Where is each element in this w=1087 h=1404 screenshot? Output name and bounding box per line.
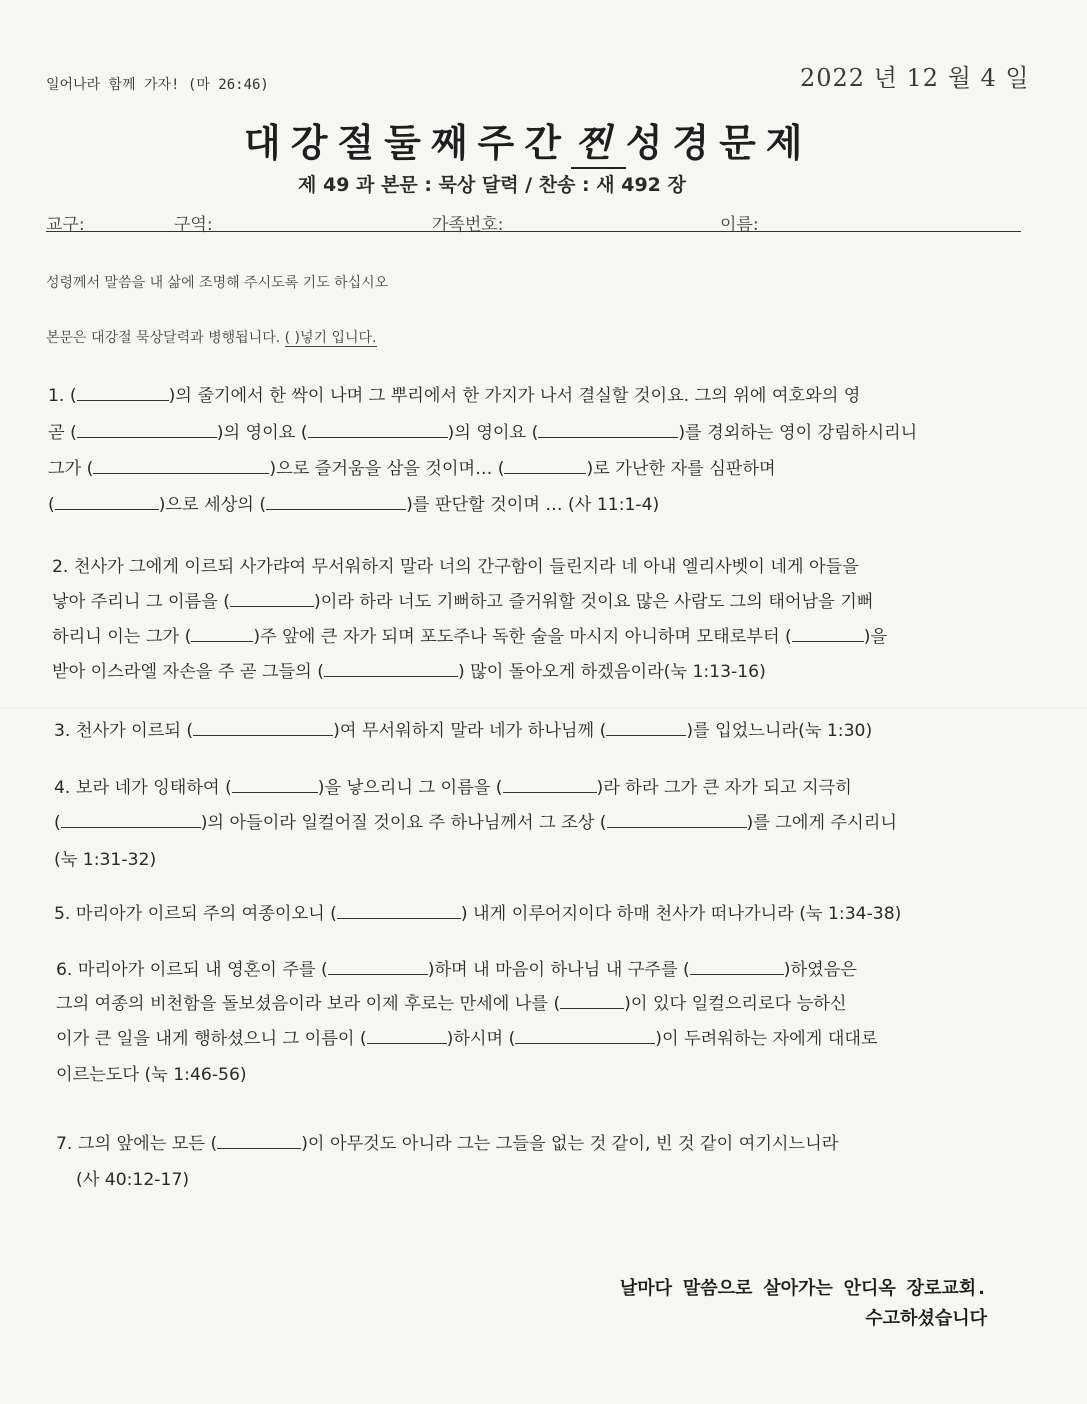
answer-blank[interactable] bbox=[191, 627, 253, 642]
answer-blank[interactable] bbox=[606, 721, 686, 736]
question-text: )하였음은 bbox=[783, 960, 857, 980]
question-text: ) 내게 이루어지이다 하매 천사가 떠나가니라 (눅 1:34-38) bbox=[460, 904, 902, 924]
question-text: )하시며 ( bbox=[446, 1029, 516, 1049]
date-text: 2022 년 12 월 4 일 bbox=[800, 64, 1030, 92]
note-text: 본문은 대강절 묵상달력과 병행됩니다. bbox=[46, 330, 281, 346]
answer-blank[interactable] bbox=[503, 778, 597, 793]
question-text: )이라 하라 너도 기뻐하고 즐거워할 것이요 많은 사람도 그의 태어남을 기뻐 bbox=[314, 592, 874, 612]
answer-blank[interactable] bbox=[337, 904, 461, 919]
question-text: )라 하라 그가 큰 자가 되고 지극히 bbox=[596, 778, 852, 798]
question-text: 4. 보라 네가 잉태하여 ( bbox=[54, 778, 232, 798]
answer-blank[interactable] bbox=[328, 960, 428, 975]
question-2-line-1: 2. 천사가 그에게 이르되 사가랴여 무서워하지 말라 너의 간구함이 들린지라 네 아내 엘리사벳이 네게 아들을 bbox=[52, 557, 859, 577]
question-text: )으로 세상의 ( bbox=[158, 495, 267, 515]
question-text: )를 경외하는 영이 강림하시리니 bbox=[678, 423, 918, 443]
question-text: )이 있다 일컬으리로다 능하신 bbox=[624, 994, 847, 1014]
question-text: )를 그에게 주시리니 bbox=[746, 813, 897, 833]
answer-blank[interactable] bbox=[324, 662, 458, 677]
question-text: )의 영이요 ( bbox=[216, 423, 308, 443]
zone-field-label: 구역: bbox=[174, 215, 213, 235]
fields-underline bbox=[46, 231, 1021, 232]
question-4-line-3: (눅 1:31-32) bbox=[54, 850, 157, 870]
question-1-line-2 bbox=[48, 418, 917, 443]
question-6-line-2 bbox=[56, 989, 847, 1014]
question-text: 낳아 주리니 그 이름을 ( bbox=[52, 592, 230, 612]
question-text: )의 아들이라 일컬어질 것이요 주 하나님께서 그 조상 ( bbox=[200, 813, 607, 833]
question-text: )이 아무것도 아니라 그는 그들을 없는 것 같이, 빈 것 같이 여기시느니라 bbox=[301, 1134, 839, 1154]
question-text: ( bbox=[48, 495, 55, 515]
question-6-line-4: 이르는도다 (눅 1:46-56) bbox=[56, 1065, 247, 1085]
family-number-field-label: 가족번호: bbox=[432, 215, 504, 235]
answer-blank[interactable] bbox=[61, 813, 201, 828]
closing-thanks-line: 수고하셨습니다 bbox=[865, 1308, 987, 1329]
lesson-subtitle: 제 49 과 본문 : 묵상 달력 / 찬송 : 새 492 장 bbox=[298, 174, 686, 196]
question-text: )이 두려워하는 자에게 대대로 bbox=[655, 1029, 878, 1049]
question-6-line-3 bbox=[56, 1024, 878, 1049]
question-text: 5. 마리아가 이르되 주의 여종이오니 ( bbox=[54, 904, 337, 924]
question-text: )로 가난한 자를 심판하며 bbox=[586, 459, 776, 479]
question-6-line-1 bbox=[56, 955, 857, 980]
question-text: )주 앞에 큰 자가 되며 포도주나 독한 술을 마시지 아니하며 모태로부터 ( bbox=[253, 627, 792, 647]
answer-blank[interactable] bbox=[538, 423, 678, 438]
question-text: )으로 즐거움을 삼을 것이며… ( bbox=[269, 459, 505, 479]
answer-blank[interactable] bbox=[230, 592, 314, 607]
question-text: )를 판단할 것이며 … (사 11:1-4) bbox=[406, 495, 660, 515]
fill-in-note bbox=[46, 327, 377, 347]
question-text: 7. 그의 앞에는 모든 ( bbox=[56, 1134, 218, 1154]
answer-blank[interactable] bbox=[77, 423, 217, 438]
question-7-line-1 bbox=[56, 1129, 838, 1154]
note-blank-text: ( )넣기 입니다. bbox=[284, 330, 377, 346]
question-2-line-4 bbox=[52, 657, 766, 682]
question-text: ) 많이 돌아오게 하겠음이라(눅 1:13-16) bbox=[457, 662, 766, 682]
question-text: 이가 큰 일을 내게 행하셨으니 그 이름이 ( bbox=[56, 1029, 367, 1049]
question-text: )을 낳으리니 그 이름을 ( bbox=[317, 778, 503, 798]
question-text: ( bbox=[54, 813, 61, 833]
paper-fold bbox=[0, 708, 1087, 710]
question-5 bbox=[54, 899, 901, 924]
question-text: )의 영이요 ( bbox=[447, 423, 539, 443]
question-4-line-2 bbox=[54, 808, 897, 833]
answer-blank[interactable] bbox=[193, 721, 333, 736]
title-part-b: 성경문제 bbox=[625, 121, 813, 165]
answer-blank[interactable] bbox=[266, 495, 406, 510]
question-1-line-3 bbox=[48, 454, 776, 479]
prayer-instruction: 성령께서 말씀을 내 삶에 조명해 주시도록 기도 하십시오 bbox=[46, 275, 389, 291]
title-accent: 찐 bbox=[571, 112, 626, 169]
district-field-label: 교구: bbox=[46, 215, 85, 235]
question-text: 곧 ( bbox=[48, 423, 77, 443]
motto-text: 일어나라 함께 가자! (마 26:46) bbox=[46, 77, 269, 93]
answer-blank[interactable] bbox=[367, 1029, 447, 1044]
question-text: 하리니 이는 그가 ( bbox=[52, 627, 192, 647]
question-text: 그가 ( bbox=[48, 459, 94, 479]
question-text: )를 입었느니라(눅 1:30) bbox=[686, 721, 873, 741]
question-1-line-1 bbox=[48, 381, 860, 406]
question-3 bbox=[54, 716, 872, 741]
question-text: )의 줄기에서 한 싹이 나며 그 뿌리에서 한 가지가 나서 결실할 것이요. 그의 위에 여호와의 영 bbox=[168, 386, 861, 406]
closing-church-line: 날마다 말씀으로 살아가는 안디옥 장로교회. bbox=[619, 1278, 987, 1299]
title-part-a: 대강절둘째주간 bbox=[244, 121, 571, 165]
question-4-line-1 bbox=[54, 773, 852, 798]
question-text: 받아 이스라엘 자손을 주 곧 그들의 ( bbox=[52, 662, 324, 682]
answer-blank[interactable] bbox=[93, 459, 269, 474]
answer-blank[interactable] bbox=[217, 1134, 301, 1149]
question-2-line-3 bbox=[52, 622, 887, 647]
question-text: )여 무서워하지 말라 네가 하나님께 ( bbox=[333, 721, 607, 741]
answer-blank[interactable] bbox=[792, 627, 864, 642]
question-2-line-2 bbox=[52, 587, 873, 612]
answer-blank[interactable] bbox=[560, 994, 624, 1009]
question-text: )을 bbox=[863, 627, 888, 647]
answer-blank[interactable] bbox=[690, 960, 784, 975]
page-title bbox=[244, 112, 813, 169]
answer-blank[interactable] bbox=[515, 1029, 655, 1044]
question-text: 3. 천사가 이르되 ( bbox=[54, 721, 194, 741]
answer-blank[interactable] bbox=[607, 813, 747, 828]
answer-blank[interactable] bbox=[55, 495, 159, 510]
answer-blank[interactable] bbox=[504, 459, 586, 474]
question-text: 그의 여종의 비천함을 돌보셨음이라 보라 이제 후로는 만세에 나를 ( bbox=[56, 994, 561, 1014]
question-text: 1. ( bbox=[48, 386, 77, 406]
name-field-label: 이름: bbox=[720, 215, 759, 235]
answer-blank[interactable] bbox=[232, 778, 318, 793]
answer-blank[interactable] bbox=[77, 386, 169, 401]
question-7-line-2: (사 40:12-17) bbox=[76, 1170, 190, 1190]
question-1-line-4 bbox=[48, 490, 659, 515]
question-text: 6. 마리아가 이르되 내 영혼이 주를 ( bbox=[56, 960, 328, 980]
question-text: )하며 내 마음이 하나님 내 구주를 ( bbox=[427, 960, 690, 980]
answer-blank[interactable] bbox=[308, 423, 448, 438]
